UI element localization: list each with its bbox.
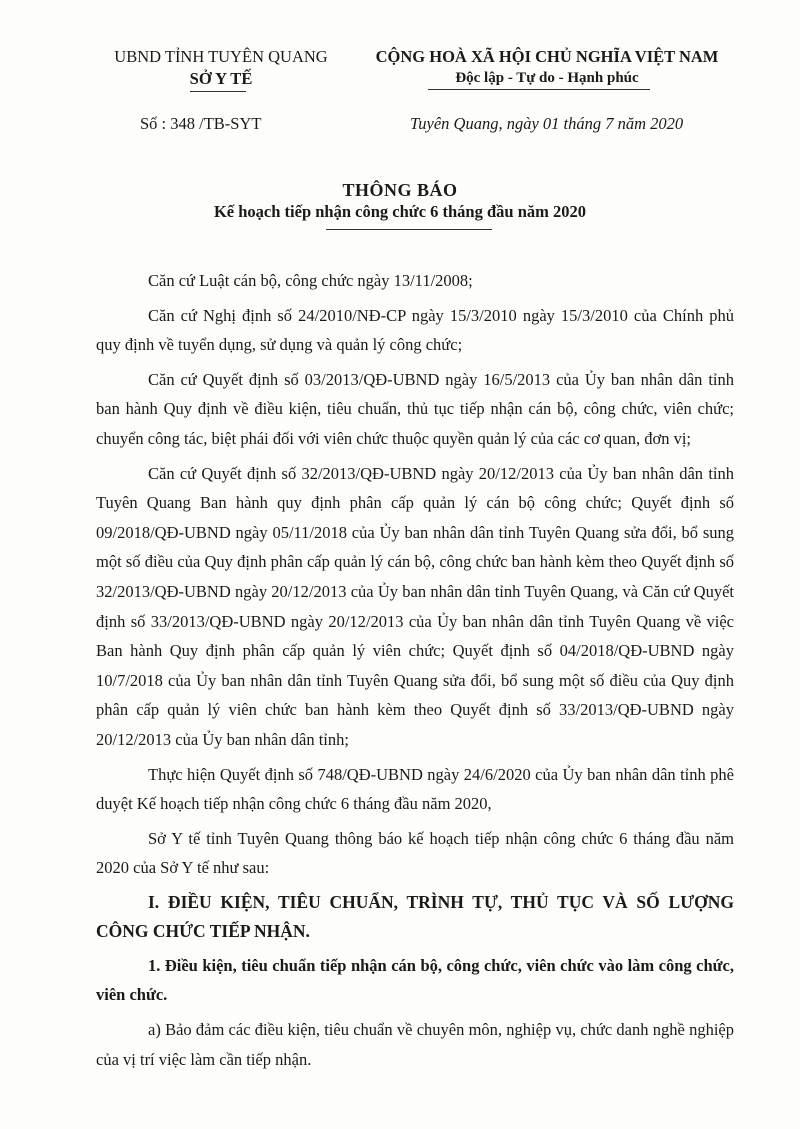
paragraph-announcement: Sở Y tế tỉnh Tuyên Quang thông báo kế hoạch tiếp nhận công chức 6 tháng đầu năm 2020 của Sở Y tế như sau: [96,828,734,878]
document-number: Số : 348 /TB-SYT [140,114,262,133]
org-line-1: UBND TỈNH TUYÊN QUANG [114,47,328,66]
motto-line: Độc lập - Tự do - Hạnh phúc [455,70,639,86]
paragraph-legal-basis-3: Căn cứ Quyết định số 03/2013/QĐ-UBND ngày 16/5/2013 của Ủy ban nhân dân tỉnh ban hành Quy định về điều kiện, tiêu chuẩn, thủ tục tiếp nhận cán bộ, công chức, viên chức; chuyển công tác, biệt phái đối với viên chức thuộc quyền quản lý của các cơ quan, đơn vị; [96,369,734,448]
document-body [96,266,734,1079]
subsection-1-heading: 1. Điều kiện, tiêu chuẩn tiếp nhận cán bộ, công chức, viên chức vào làm công chức, viên chức. [96,955,734,1005]
org-underline [190,91,246,92]
national-header [352,46,742,88]
paragraph-legal-basis-2: Căn cứ Nghị định số 24/2010/NĐ-CP ngày 15/3/2010 ngày 15/3/2010 của Chính phủ quy định về tuyển dụng, sử dụng và quản lý công chức; [96,305,734,355]
section-1-heading: I. ĐIỀU KIỆN, TIÊU CHUẨN, TRÌNH TỰ, THỦ TỤC VÀ SỐ LƯỢNG CÔNG CHỨC TIẾP NHẬN. [96,891,734,941]
motto-underline [428,89,650,90]
paragraph-implementation: Thực hiện Quyết định số 748/QĐ-UBND ngày 24/6/2020 của Ủy ban nhân dân tỉnh phê duyệt Kế hoạch tiếp nhận công chức 6 tháng đầu năm 2020, [96,764,734,814]
document-title: THÔNG BÁO [342,180,458,200]
org-line-2: SỞ Y TẾ [189,69,253,88]
paragraph-legal-basis-4: Căn cứ Quyết định số 32/2013/QĐ-UBND ngày 20/12/2013 của Ủy ban nhân dân tỉnh Tuyên Quang Ban hành quy định phân cấp quản lý cán bộ công chức; Quyết định số 09/2018/QĐ-UBND ngày 05/11/2018 của Ủy ban nhân dân tỉnh Tuyên Quang sửa đổi, bổ sung một số điều của Quy định phân cấp quản lý cán bộ, công chức ban hành kèm theo Quyết định số 32/2013/QĐ-UBND ngày 20/12/2013 của Ủy ban nhân dân tỉnh Tuyên Quang, và Căn cứ Quyết định số 33/2013/QĐ-UBND ngày 20/12/2013 của Ủy ban nhân dân tỉnh Tuyên Quang về việc Ban hành Quy định phân cấp quản lý viên chức; Quyết định số 04/2018/QĐ-UBND ngày 10/7/2018 của Ủy ban nhân dân tỉnh Tuyên Quang sửa đổi, bổ sung một số điều của Quy định phân cấp quản lý viên chức ban hành kèm theo Quyết định số 33/2013/QĐ-UBND ngày 20/12/2013 của Ủy ban nhân dân tỉnh; [96,463,734,749]
item-a: a) Bảo đảm các điều kiện, tiêu chuẩn về chuyên môn, nghiệp vụ, chức danh nghề nghiệp của vị trí việc làm cần tiếp nhận. [96,1020,734,1069]
document-subtitle: Kế hoạch tiếp nhận công chức 6 tháng đầu năm 2020 [213,202,587,221]
issuing-organization [96,46,346,90]
nation-line: CỘNG HOÀ XÃ HỘI CHỦ NGHĨA VIỆT NAM [375,47,719,66]
title-underline [326,229,492,230]
paragraph-legal-basis-1: Căn cứ Luật cán bộ, công chức ngày 13/11/2008; [148,271,473,290]
place-and-date: Tuyên Quang, ngày 01 tháng 7 năm 2020 [410,114,684,133]
